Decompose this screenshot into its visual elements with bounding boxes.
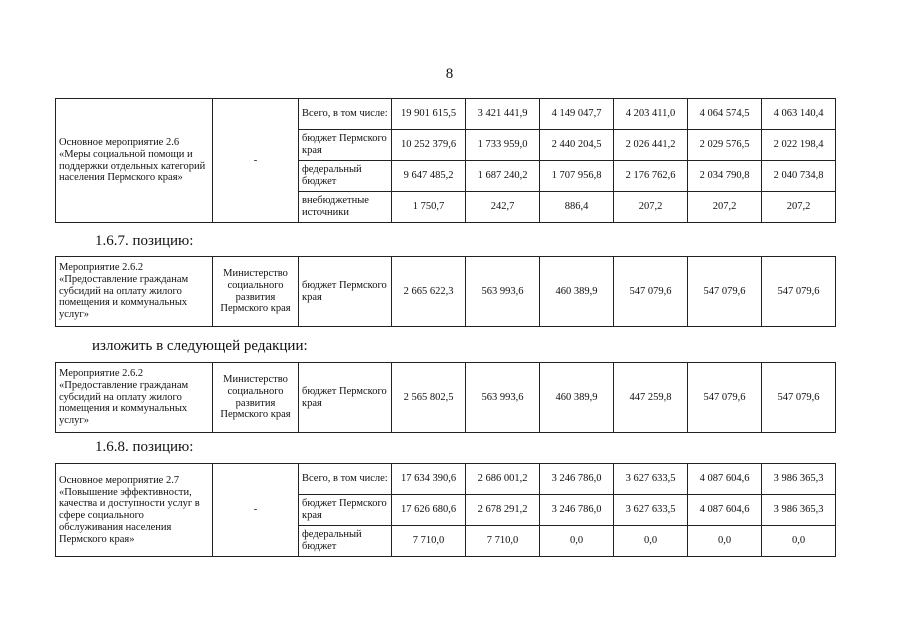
caption-1-6-8: 1.6.8. позицию: [95,439,194,455]
value-cell: 4 149 047,7 [540,99,614,130]
table-activity-2-6-2-old [55,256,836,327]
table-main-activity-2-7 [55,463,836,557]
value-cell: 4 063 140,4 [762,99,836,130]
value-cell: 2 034 790,8 [688,161,762,192]
executor-cell: - [213,99,299,223]
table-row [56,257,836,327]
table-activity-2-6-2-new [55,362,836,433]
value-cell: 2 026 441,2 [614,130,688,161]
value-cell: 3 246 786,0 [540,495,614,526]
source-cell: бюджет Пермского края [299,257,392,327]
value-cell: 2 665 622,3 [392,257,466,327]
value-cell: 4 064 574,5 [688,99,762,130]
value-cell: 0,0 [762,526,836,557]
table-row [56,363,836,433]
value-cell: 2 565 802,5 [392,363,466,433]
value-cell: 2 040 734,8 [762,161,836,192]
value-cell: 2 176 762,6 [614,161,688,192]
value-cell: 460 389,9 [540,257,614,327]
value-cell: 4 087 604,6 [688,495,762,526]
page-number: 8 [445,66,454,82]
value-cell: 1 750,7 [392,192,466,223]
value-cell: 19 901 615,5 [392,99,466,130]
value-cell: 0,0 [540,526,614,557]
value-cell: 10 252 379,6 [392,130,466,161]
value-cell: 0,0 [614,526,688,557]
source-cell: внебюджетные источники [299,192,392,223]
source-cell: федеральный бюджет [299,161,392,192]
value-cell: 547 079,6 [762,257,836,327]
value-cell: 3 421 441,9 [466,99,540,130]
activity-name-cell: Мероприятие 2.6.2 «Предоставление гражданам субсидий на оплату жилого помещения и коммунальных услуг» [56,257,213,327]
value-cell: 547 079,6 [762,363,836,433]
source-cell: бюджет Пермского края [299,363,392,433]
source-cell: Всего, в том числе: [299,99,392,130]
value-cell: 460 389,9 [540,363,614,433]
source-cell: бюджет Пермского края [299,130,392,161]
value-cell: 3 627 633,5 [614,495,688,526]
value-cell: 2 686 001,2 [466,464,540,495]
value-cell: 3 986 365,3 [762,464,836,495]
value-cell: 3 246 786,0 [540,464,614,495]
value-cell: 4 203 411,0 [614,99,688,130]
value-cell: 563 993,6 [466,363,540,433]
value-cell: 2 029 576,5 [688,130,762,161]
value-cell: 7 710,0 [466,526,540,557]
value-cell: 1 687 240,2 [466,161,540,192]
activity-name-cell: Мероприятие 2.6.2 «Предоставление гражданам субсидий на оплату жилого помещения и коммунальных услуг» [56,363,213,433]
source-cell: федеральный бюджет [299,526,392,557]
value-cell: 563 993,6 [466,257,540,327]
value-cell: 9 647 485,2 [392,161,466,192]
caption-new-edition: изложить в следующей редакции: [92,338,308,354]
value-cell: 0,0 [688,526,762,557]
table-row [56,99,836,130]
value-cell: 7 710,0 [392,526,466,557]
value-cell: 17 634 390,6 [392,464,466,495]
value-cell: 547 079,6 [688,363,762,433]
source-cell: бюджет Пермского края [299,495,392,526]
value-cell: 242,7 [466,192,540,223]
value-cell: 2 440 204,5 [540,130,614,161]
value-cell: 3 627 633,5 [614,464,688,495]
activity-name-cell: Основное мероприятие 2.7 «Повышение эффективности, качества и доступности услуг в сфере социального обслуживания населения Пермского края» [56,464,213,557]
table-main-activity-2-6 [55,98,836,223]
executor-cell: Министерство социального развития Пермского края [213,363,299,433]
value-cell: 207,2 [614,192,688,223]
value-cell: 2 022 198,4 [762,130,836,161]
value-cell: 207,2 [762,192,836,223]
value-cell: 1 707 956,8 [540,161,614,192]
executor-cell: Министерство социального развития Пермского края [213,257,299,327]
value-cell: 1 733 959,0 [466,130,540,161]
value-cell: 207,2 [688,192,762,223]
value-cell: 2 678 291,2 [466,495,540,526]
source-cell: Всего, в том числе: [299,464,392,495]
value-cell: 4 087 604,6 [688,464,762,495]
executor-cell: - [213,464,299,557]
value-cell: 447 259,8 [614,363,688,433]
value-cell: 17 626 680,6 [392,495,466,526]
value-cell: 3 986 365,3 [762,495,836,526]
value-cell: 886,4 [540,192,614,223]
value-cell: 547 079,6 [614,257,688,327]
caption-1-6-7: 1.6.7. позицию: [95,233,194,249]
value-cell: 547 079,6 [688,257,762,327]
table-row [56,464,836,495]
activity-name-cell: Основное мероприятие 2.6 «Меры социальной помощи и поддержки отдельных категорий населения Пермского края» [56,99,213,223]
